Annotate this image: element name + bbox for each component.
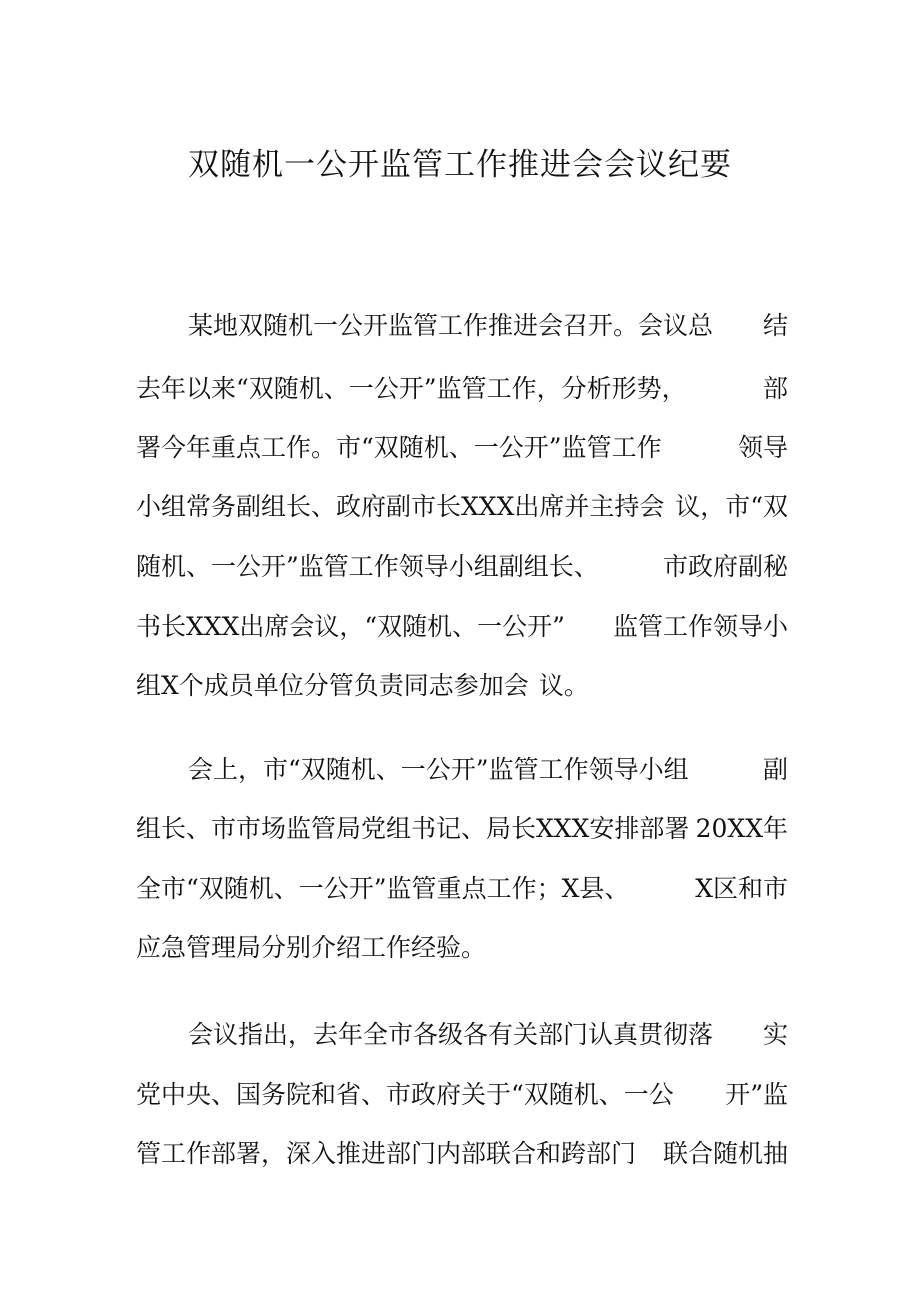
paragraph-2-line-3	[136, 860, 788, 918]
paragraph-2-line-2	[136, 800, 788, 858]
document-title: 双随机一公开监管工作推进会会议纪要	[188, 147, 732, 183]
text-segment: 会上，市“双随机、一公开”监管工作领导小组	[188, 755, 689, 784]
text-segment: 随机、一公开”监管工作领导小组副组长、	[136, 552, 599, 581]
paragraph-1-line-2	[136, 360, 788, 418]
text-segment: 小组常务副组长、政府副市长XXX出席并主持会	[136, 492, 665, 521]
text-segment: 应急管理局分别介绍工作经验。	[136, 933, 487, 962]
paragraph-1-line-3	[136, 419, 788, 477]
text-segment: 开”监	[725, 1080, 788, 1109]
text-segment: 议。	[538, 671, 589, 700]
text-segment: 管工作部署，深入推进部门内部联合和跨部门	[136, 1139, 637, 1168]
paragraph-2-line-4	[136, 919, 486, 977]
text-segment: 监管工作领导小	[612, 612, 788, 641]
text-segment: 副	[762, 755, 788, 784]
text-segment: 市政府副秘	[662, 552, 788, 581]
text-segment: X区和市	[695, 874, 788, 903]
text-segment: 某地双随机一公开监管工作推进会召开。会议总	[188, 311, 714, 340]
text-segment: 会议指出，去年全市各级各有关部门认真贯彻落	[188, 1020, 714, 1049]
paragraph-1-line-1	[188, 297, 788, 355]
paragraph-3-line-3	[136, 1125, 788, 1183]
paragraph-1-line-5	[136, 538, 788, 596]
text-segment: 组长、市市场监管局党组书记、局长XXX安排部署	[136, 814, 690, 843]
text-segment: 联合随机抽	[662, 1139, 788, 1168]
text-segment: 党中央、国务院和省、市政府关于“双随机、一公	[136, 1080, 674, 1109]
text-segment: 议，市“双	[675, 492, 788, 521]
paragraph-1-line-4	[136, 478, 788, 536]
text-segment: 结	[762, 311, 788, 340]
paragraph-3-line-2	[136, 1066, 788, 1124]
paragraph-3-line-1	[188, 1006, 788, 1064]
text-segment: 书长XXX出席会议，“双随机、一公开”	[136, 612, 565, 641]
text-segment: 署今年重点工作。市“双随机、一公开”监管工作	[136, 433, 662, 462]
text-segment: 全市“双随机、一公开”监管重点工作；X县、	[136, 874, 630, 903]
text-segment: 实	[762, 1020, 788, 1049]
paragraph-1-line-6	[136, 598, 788, 656]
paragraph-1-line-7	[136, 657, 589, 715]
text-segment: 部	[762, 374, 788, 403]
text-segment: 去年以来“双随机、一公开”监管工作，分析形势，	[136, 374, 687, 403]
text-segment: 20XX年	[695, 814, 788, 843]
paragraph-2-line-1	[188, 741, 788, 799]
text-segment: 组X个成员单位分管负责同志参加会	[136, 671, 529, 700]
text-segment: 领导	[737, 433, 788, 462]
